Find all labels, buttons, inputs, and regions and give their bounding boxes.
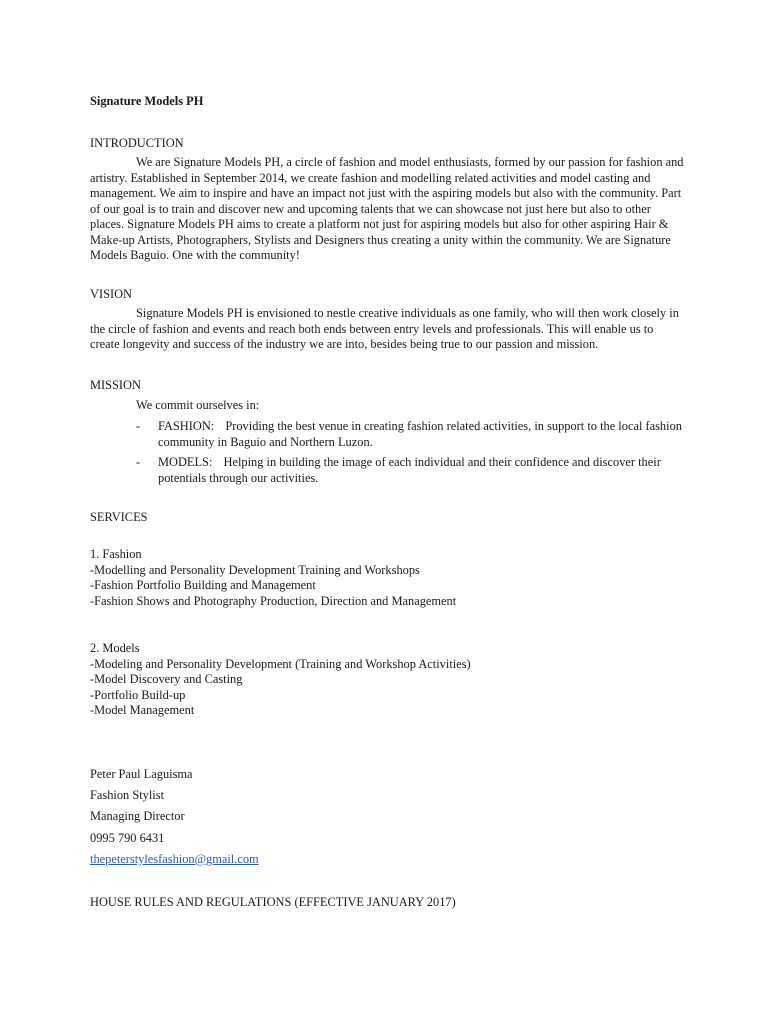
introduction-paragraph: We are Signature Models PH, a circle of fashion and model enthusiasts, formed by our passion for fashion and artistry. Established in September 2014, we create fashion and modelling related activities and model casting and management. We aim to inspire and have an impact not just with the aspiring models but also with the community. Part of our goal is to train and discover new and upcoming talents that we can showcase not just here but also to other places. Signature Models PH aims to create a platform not just for aspiring models but also for other aspiring Hair & Make-up Artists, Photographers, Stylists and Designers thus creating a unity within the community. We are Signature Models Baguio. One with the community!: [90, 155, 684, 262]
services-item: -Fashion Portfolio Building and Management: [90, 578, 316, 592]
services-heading: SERVICES: [90, 510, 148, 524]
house-rules-heading: HOUSE RULES AND REGULATIONS (EFFECTIVE JANUARY 2017): [90, 895, 456, 909]
services-group-title: 1. Fashion: [90, 547, 142, 561]
services-item: -Portfolio Build-up: [90, 687, 186, 702]
mission-item-text: Providing the best venue in creating fashion related activities, in support to the local fashion community in Baguio and Northern Luzon.: [158, 419, 682, 449]
mission-lead: We commit ourselves in:: [136, 398, 260, 412]
vision-heading: VISION: [90, 287, 132, 301]
mission-item-tag: MODELS:: [158, 455, 213, 469]
mission-item-tag: FASHION:: [158, 419, 215, 433]
introduction-heading: INTRODUCTION: [90, 136, 184, 150]
contact-block: [90, 767, 685, 873]
mission-heading: MISSION: [90, 378, 141, 392]
services-item: -Modeling and Personality Development (Training and Workshop Activities): [90, 656, 471, 671]
mission-item-models: [136, 455, 686, 486]
document-title: Signature Models PH: [90, 94, 204, 108]
contact-phone: 0995 790 6431: [90, 830, 165, 845]
bullet-dash: -: [136, 455, 141, 469]
mission-item-fashion: [136, 419, 686, 450]
services-item: -Fashion Shows and Photography Production, Direction and Management: [90, 593, 457, 608]
mission-list: [136, 419, 686, 491]
services-group-models: [90, 641, 685, 719]
services-item: -Model Management: [90, 703, 195, 717]
contact-name: Peter Paul Laguisma: [90, 767, 193, 781]
contact-role-stylist: Fashion Stylist: [90, 788, 165, 803]
vision-paragraph: Signature Models PH is envisioned to nestle creative individuals as one family, who will then work closely in the circle of fashion and events and reach both ends between entry levels and professionals. This will enable us to create longevity and success of the industry we are into, besides being true to our passion and mission.: [90, 306, 679, 351]
services-item: -Model Discovery and Casting: [90, 672, 243, 686]
mission-item-text: Helping in building the image of each individual and their confidence and discover their potentials through our activities.: [158, 455, 661, 485]
services-item: -Modelling and Personality Development Training and Workshops: [90, 562, 420, 577]
contact-email-link[interactable]: thepeterstylesfashion@gmail.com: [90, 851, 259, 866]
contact-role-director: Managing Director: [90, 809, 185, 824]
services-group-title: 2. Models: [90, 641, 140, 655]
bullet-dash: -: [136, 419, 141, 433]
services-group-fashion: [90, 547, 685, 609]
